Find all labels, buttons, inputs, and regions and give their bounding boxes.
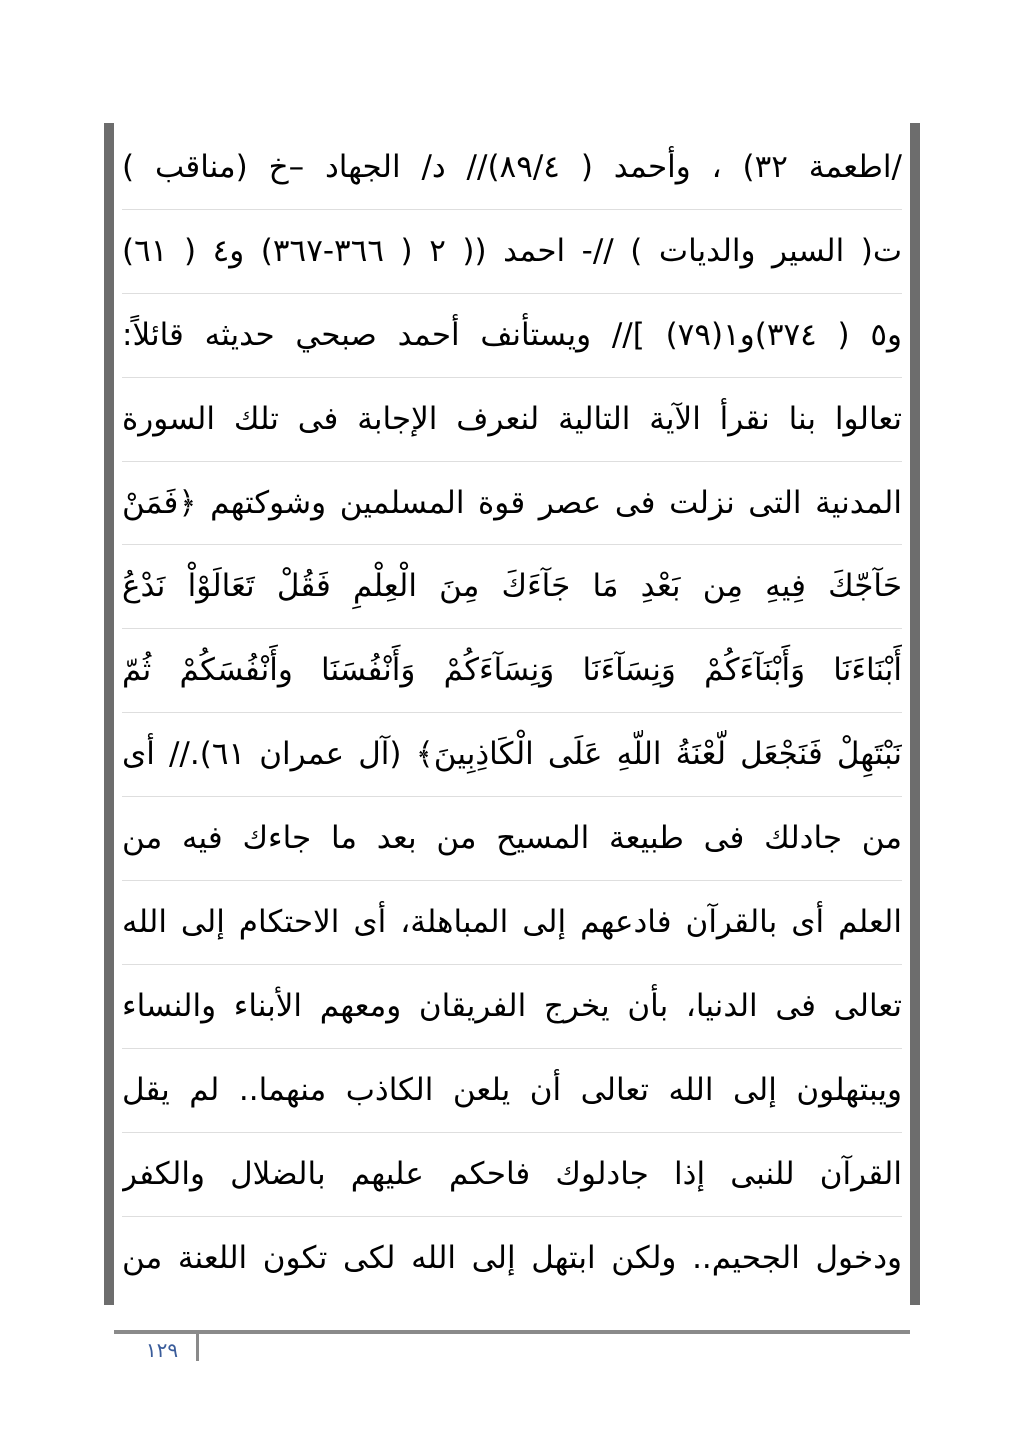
right-border-rule xyxy=(910,123,920,1305)
text-line: ويبتهلون إلى الله تعالى أن يلعن الكاذب منهما.. لم يقل xyxy=(122,1049,902,1133)
text-line: المدنية التى نزلت فى عصر قوة المسلمين وشوكتهم ﴿فَمَنْ xyxy=(122,462,902,546)
text-line: أَبْنَاءَنَا وَأَبْنَآءَكُمْ وَنِسَآءَنَا وَنِسَآءَكُمْ وَأَنْفُسَنَا وأَنْفُسَكُمْ ثُمّ xyxy=(122,629,902,713)
text-line: تعالى فى الدنيا، بأن يخرج الفريقان ومعهم الأبناء والنساء xyxy=(122,965,902,1049)
text-line: ت( السير والديات ) //- احمد (( ٢ ( ٣٦٦-٣٦٧) و٤ ( ٦١) xyxy=(122,210,902,294)
text-line: من جادلك فى طبيعة المسيح من بعد ما جاءك فيه من xyxy=(122,797,902,881)
text-line: تعالوا بنا نقرأ الآية التالية لنعرف الإجابة فى تلك السورة xyxy=(122,378,902,462)
text-line: القرآن للنبى إذا جادلوك فاحكم عليهم بالضلال والكفر xyxy=(122,1133,902,1217)
text-line: العلم أى بالقرآن فادعهم إلى المباهلة، أى الاحتكام إلى الله xyxy=(122,881,902,965)
page-number: ١٢٩ xyxy=(145,1338,179,1362)
footer-tick xyxy=(196,1333,199,1361)
footer-rule xyxy=(114,1330,910,1334)
body-text xyxy=(122,126,902,1302)
text-line: نَبْتَهِلْ فَنَجْعَل لّعْنَةُ اللّهِ عَلَى الْكَاذِبِينَ﴾ (آل عمران ٦١).// أى xyxy=(122,713,902,797)
text-line: حَآجّكَ فِيهِ مِن بَعْدِ مَا جَآءَكَ مِنَ الْعِلْمِ فَقُلْ تَعَالَوْاْ نَدْعُ xyxy=(122,545,902,629)
text-line: ودخول الجحيم.. ولكن ابتهل إلى الله لكى تكون اللعنة من xyxy=(122,1239,902,1276)
text-line: و٥ ( ٣٧٤)و١(٧٩) ]// ويستأنف أحمد صبحي حديثه قائلاً: xyxy=(122,294,902,378)
text-line: /اطعمة ٣٢) ، وأحمد ( ٨٩/٤)// د/ الجهاد –خ (مناقب ) xyxy=(122,126,902,210)
left-border-rule xyxy=(104,123,114,1305)
